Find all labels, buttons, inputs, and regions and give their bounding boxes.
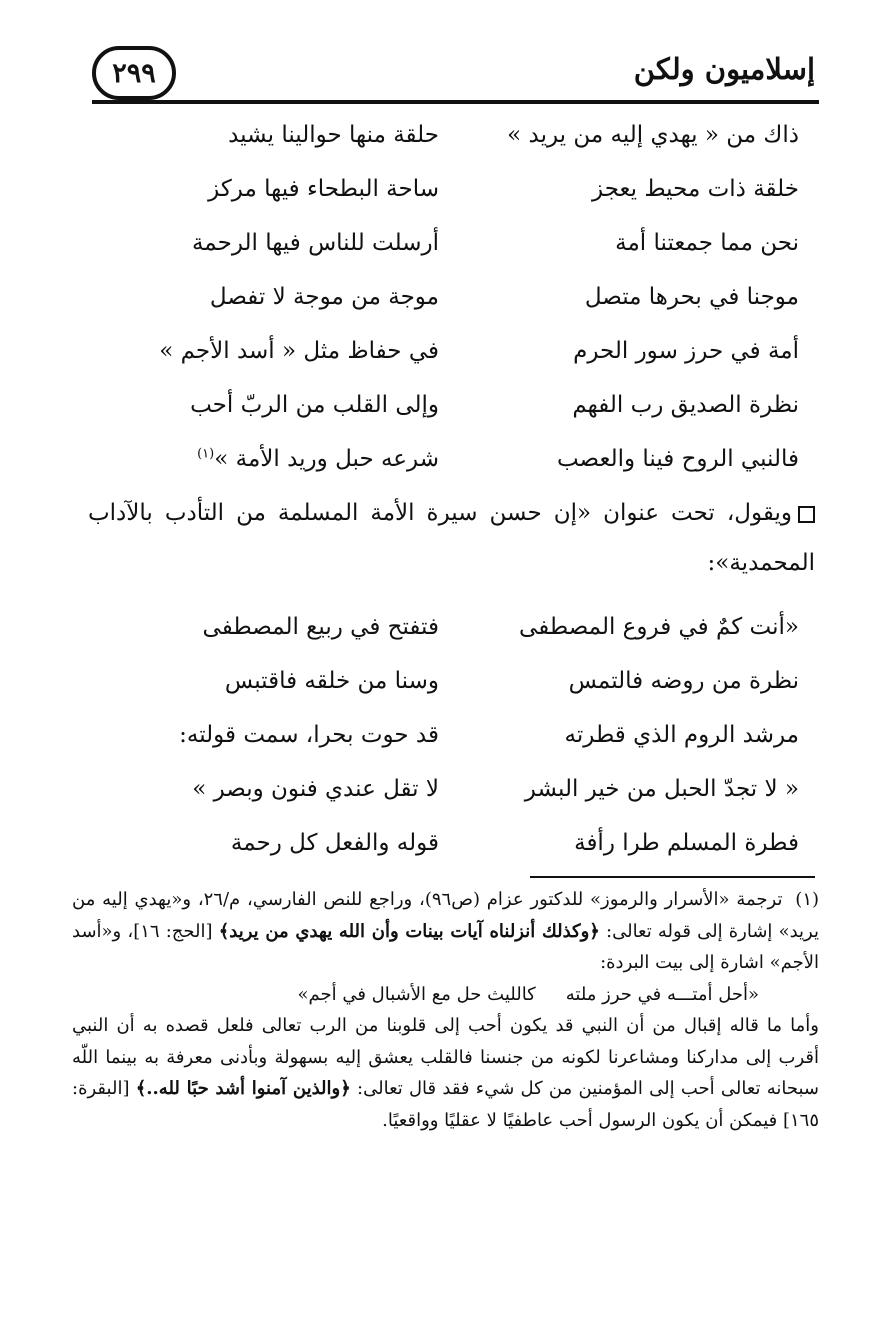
verse-hemistich-left: فتفتح في ربيع المصطفى	[202, 614, 439, 640]
verse-text: شرعه حبل وريد الأمة »	[214, 446, 439, 472]
verse-hemistich-right: نظرة من روضه فالتمس	[568, 668, 799, 694]
verse-row	[105, 162, 799, 216]
verse-hemistich-left: وسنا من خلقه فاقتبس	[224, 668, 439, 694]
burda-hemistich-left: كالليث حل مع الأشبال في أجم»	[297, 983, 536, 1005]
verse-hemistich-left: حلقة منها حوالينا يشيد	[228, 122, 439, 148]
verse-row	[105, 600, 799, 654]
footnote-text: ترجمة «الأسرار والرموز» للدكتور عزام (ص٩٦)، وراجع للنص الفارسي، م/٢٦، و«يهدي إليه من يريد» إشارة إلى قوله تعالى:	[72, 889, 819, 942]
verse-row	[105, 816, 799, 870]
verse-hemistich-right: « لا تجدّ الحبل من خير البشر	[524, 776, 799, 802]
verse-hemistich-left: ساحة البطحاء فيها مركز	[208, 176, 439, 202]
verse-row	[105, 378, 799, 432]
footnotes	[72, 884, 819, 1136]
verse-row	[105, 708, 799, 762]
intro-paragraph	[88, 488, 815, 588]
footnote-reference[interactable]: (١)	[197, 446, 215, 462]
verse-row	[105, 108, 799, 162]
verse-row	[105, 432, 799, 486]
poem-1	[105, 108, 799, 486]
footnote-number: (١)	[795, 889, 820, 910]
verse-hemistich-right: ذاك من « يهدي إليه من يريد »	[507, 122, 799, 148]
verse-row	[105, 324, 799, 378]
quran-quote: ﴿والذين آمنوا أشد حبًا لله..﴾	[135, 1078, 351, 1099]
footnote-text: [البقرة: ١٦٥] فيمكن أن يكون الرسول أحب عاطفيًا لا عقليًا وواقعيًا.	[72, 1078, 819, 1131]
page-number-badge	[92, 46, 176, 100]
verse-hemistich-left: قد حوت بحرا، سمت قولته:	[179, 722, 439, 748]
running-title: إسلاميون ولكن	[633, 52, 815, 86]
footnote-text: وأما ما قاله إقبال من أن النبي قد يكون أحب إلى قلوبنا من الرب تعالى فلعل قصده به أن النبي أقرب إلى مداركنا ومشاعرنا لكونه من جنسنا فالقلب يعشق إليه بسهولة وبأدنى معرفة به بينما اللّه سبحانه تعالى أحب إلى المؤمنين من كل شيء فقد قال تعالى:	[72, 1015, 820, 1099]
verse-hemistich-right: خلقة ذات محيط يعجز	[592, 176, 799, 202]
verse-hemistich-left: أرسلت للناس فيها الرحمة	[191, 230, 439, 256]
verse-row	[105, 762, 799, 816]
burda-hemistich-right: «أحل أمتـــه في حرز ملته	[565, 983, 759, 1005]
quran-quote: ﴿وكذلك أنزلناه آيات بينات وأن الله يهدي من يريد﴾	[218, 920, 600, 942]
verse-hemistich-right: فالنبي الروح فينا والعصب	[556, 446, 799, 472]
verse-hemistich-left: لا تقل عندي فنون وبصر »	[192, 776, 439, 802]
footnote-text: [الحج: ١٦]، و«أسد الأجم» اشارة إلى بيت البردة:	[72, 920, 819, 973]
intro-text: ويقول، تحت عنوان «إن حسن سيرة الأمة المسلمة من التأدب بالآداب المحمدية»:	[88, 500, 815, 576]
verse-hemistich-left: في حفاظ مثل « أسد الأجم »	[159, 338, 439, 364]
verse-hemistich-right: نظرة الصديق رب الفهم	[572, 392, 799, 418]
verse-hemistich-right: نحن مما جمعتنا أمة	[615, 230, 799, 256]
verse-hemistich-right: موجنا في بحرها متصل	[584, 284, 799, 310]
burda-verse	[72, 979, 819, 1011]
verse-hemistich-right: «أنت كمٌ في فروع المصطفى	[519, 614, 799, 640]
verse-hemistich-left	[105, 446, 499, 472]
verse-hemistich-right: مرشد الروم الذي قطرته	[564, 722, 799, 748]
square-bullet-icon	[798, 506, 815, 523]
verse-row	[105, 654, 799, 708]
verse-hemistich-right: فطرة المسلم طرا رأفة	[574, 830, 799, 856]
verse-row	[105, 216, 799, 270]
verse-hemistich-left: موجة من موجة لا تفصل	[209, 284, 439, 310]
verse-hemistich-left: وإلى القلب من الربّ أحب	[190, 392, 439, 418]
verse-hemistich-right: أمة في حرز سور الحرم	[573, 338, 799, 364]
verse-hemistich-left: قوله والفعل كل رحمة	[230, 830, 439, 856]
page-number: ٢٩٩	[112, 57, 156, 89]
footnote-paragraph	[72, 884, 819, 979]
poem-2	[105, 600, 799, 870]
header-rule	[92, 100, 819, 104]
footnote-paragraph	[72, 1010, 819, 1136]
verse-row	[105, 270, 799, 324]
footnote-separator	[530, 876, 815, 878]
